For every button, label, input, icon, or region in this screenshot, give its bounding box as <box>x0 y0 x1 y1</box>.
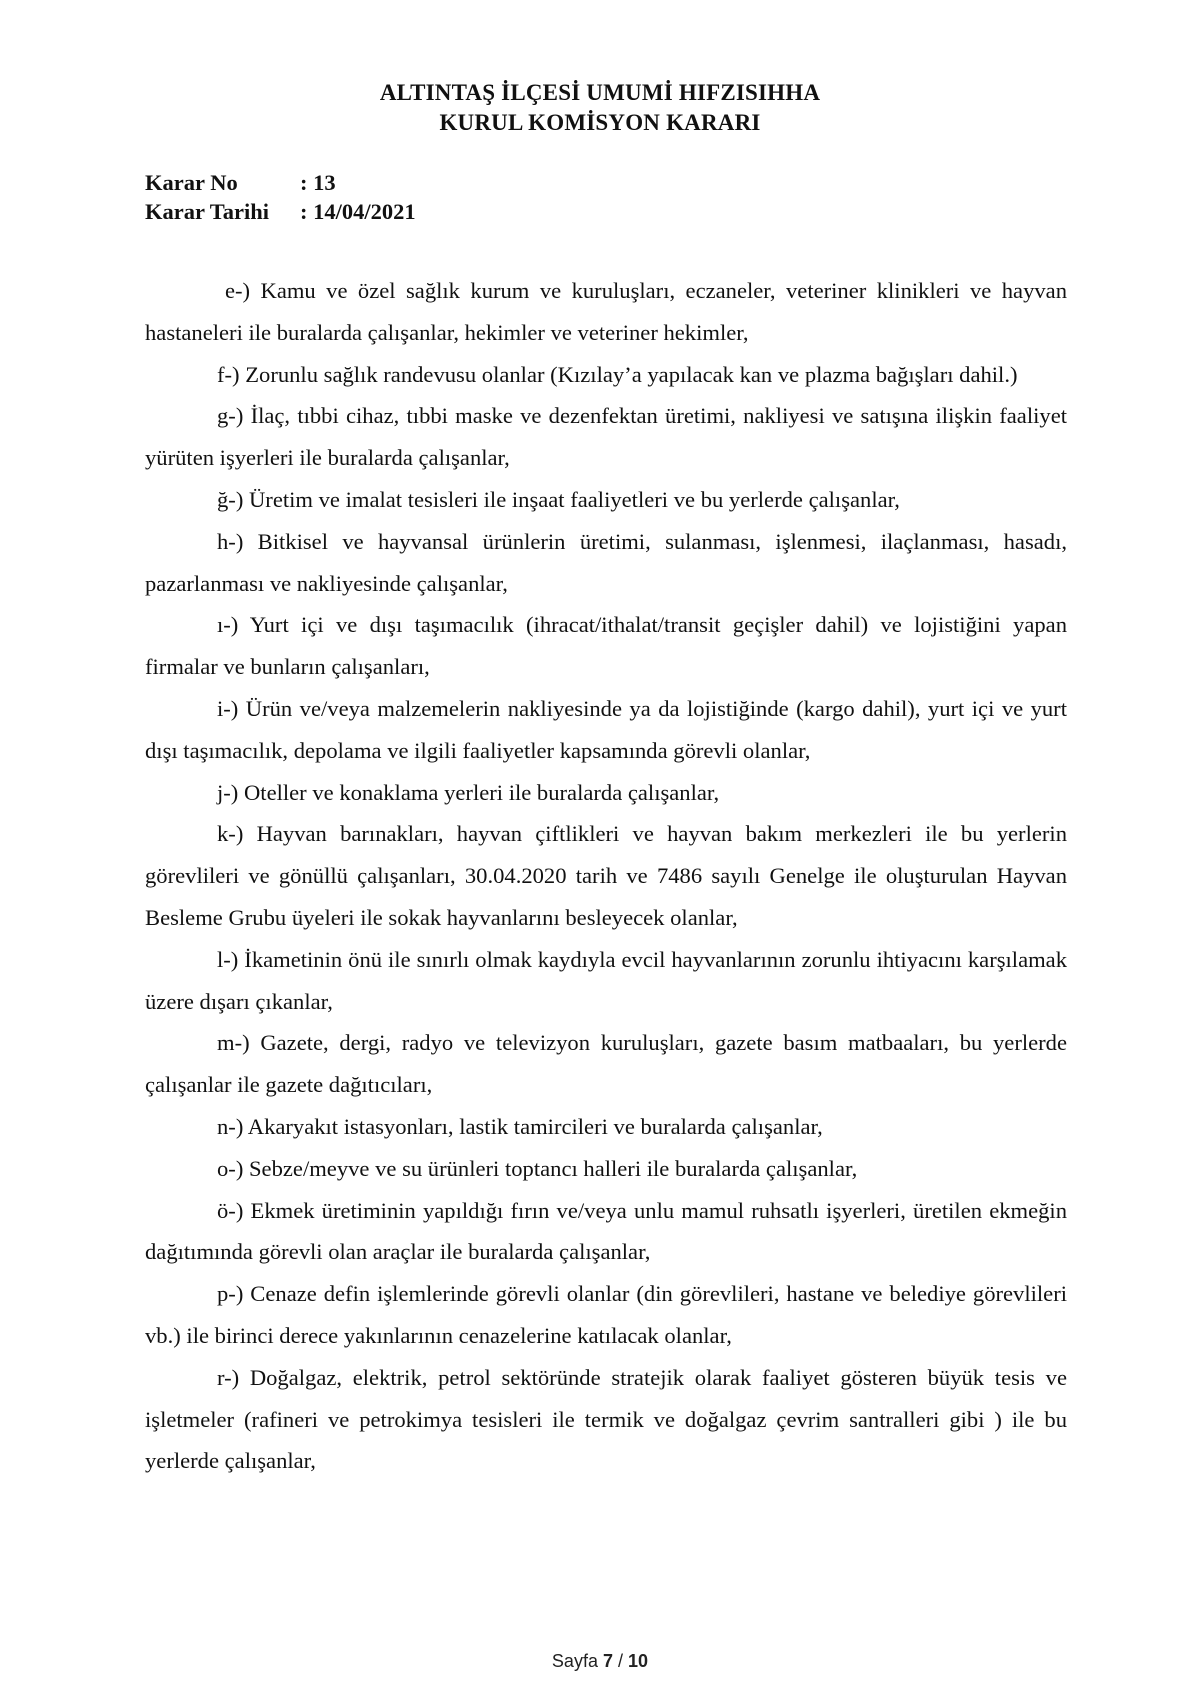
list-item-g-breve: ğ-) Üretim ve imalat tesisleri ile inşaat faaliyetleri ve bu yerlerde çalışanlar, <box>217 486 900 512</box>
list-item-r: r-) Doğalgaz, elektrik, petrol sektöründe stratejik olarak faaliyet gösteren büyük tesis ve işletmeler (rafineri ve petrokimya tesisleri ile termik ve doğalgaz çevrim santralleri gibi ) ile bu yerlerde çalışanlar, <box>145 1364 1067 1474</box>
list-item-k: k-) Hayvan barınakları, hayvan çiftlikleri ve hayvan bakım merkezleri ile bu yerlerin görevlileri ve gönüllü çalışanları, 30.04.2020 tarih ve 7486 sayılı Genelge ile oluşturulan Hayvan Besleme Grubu üyeleri ile sokak hayvanlarını besleyecek olanlar, <box>145 821 1067 930</box>
list-item-f: f-) Zorunlu sağlık randevusu olanlar (Kızılay’a yapılacak kan ve plazma bağışları dahil.) <box>217 361 1018 387</box>
list-item-e: e-) Kamu ve özel sağlık kurum ve kuruluşları, eczaneler, veteriner klinikleri ve hayvan hastaneleri ile buralarda çalışanlar, hekimler ve veteriner hekimler, <box>145 278 1067 345</box>
document-title-line-1: ALTINTAŞ İLÇESİ UMUMİ HIFZISIHHA <box>379 80 821 105</box>
page-separator: / <box>618 1651 624 1671</box>
list-item-m: m-) Gazete, dergi, radyo ve televizyon kuruluşları, gazete basım matbaaları, bu yerlerde çalışanlar ile gazete dağıtıcıları, <box>145 1030 1067 1098</box>
list-item-p: p-) Cenaze defin işlemlerinde görevli olanlar (din görevlileri, hastane ve belediye görevlileri vb.) ile birinci derece yakınlarının cenazelerine katılacak olanlar, <box>145 1281 1067 1348</box>
list-item-j: j-) Oteller ve konaklama yerleri ile buralarda çalışanlar, <box>217 779 720 805</box>
decision-number-label: Karar No <box>145 170 238 195</box>
page-total-number: 10 <box>628 1651 649 1671</box>
decision-date-label: Karar Tarihi <box>145 199 269 224</box>
decision-date-value: : 14/04/2021 <box>300 199 416 224</box>
page-footer <box>0 1651 1200 1672</box>
decision-number-value: : 13 <box>300 170 336 195</box>
decision-date-row <box>145 199 416 225</box>
list-item-o-umlaut: ö-) Ekmek üretiminin yapıldığı fırın ve/veya unlu mamul ruhsatlı işyerleri, üretilen ekmeğin dağıtımında görevli olan araçlar ile buralarda çalışanlar, <box>145 1197 1067 1265</box>
decision-number-row <box>145 170 336 196</box>
list-item-g: g-) İlaç, tıbbi cihaz, tıbbi maske ve dezenfektan üretimi, nakliyesi ve satışına ilişkin faaliyet yürüten işyerleri ile buralarda çalışanlar, <box>145 403 1067 471</box>
document-title-line-2: KURUL KOMİSYON KARARI <box>439 110 761 135</box>
list-item-n: n-) Akaryakıt istasyonları, lastik tamircileri ve buralarda çalışanlar, <box>217 1113 823 1139</box>
list-item-dotless-i: ı-) Yurt içi ve dışı taşımacılık (ihracat/ithalat/transit geçişler dahil) ve lojistiğini yapan firmalar ve bunların çalışanları, <box>145 612 1067 680</box>
list-item-o: o-) Sebze/meyve ve su ürünleri toptancı halleri ile buralarda çalışanlar, <box>217 1155 858 1181</box>
page-label: Sayfa <box>551 1651 598 1671</box>
list-item-l: l-) İkametinin önü ile sınırlı olmak kaydıyla evcil hayvanlarının zorunlu ihtiyacını karşılamak üzere dışarı çıkanlar, <box>145 946 1067 1014</box>
list-item-h: h-) Bitkisel ve hayvansal ürünlerin üretimi, sulanması, işlenmesi, ilaçlanması, hasadı, pazarlanması ve nakliyesinde çalışanlar, <box>145 528 1067 596</box>
list-item-i: i-) Ürün ve/veya malzemelerin nakliyesinde ya da lojistiğinde (kargo dahil), yurt içi ve yurt dışı taşımacılık, depolama ve ilgili faaliyetler kapsamında görevli olanlar, <box>145 695 1067 763</box>
decision-body <box>145 270 1067 1482</box>
page-current-number: 7 <box>602 1651 613 1671</box>
